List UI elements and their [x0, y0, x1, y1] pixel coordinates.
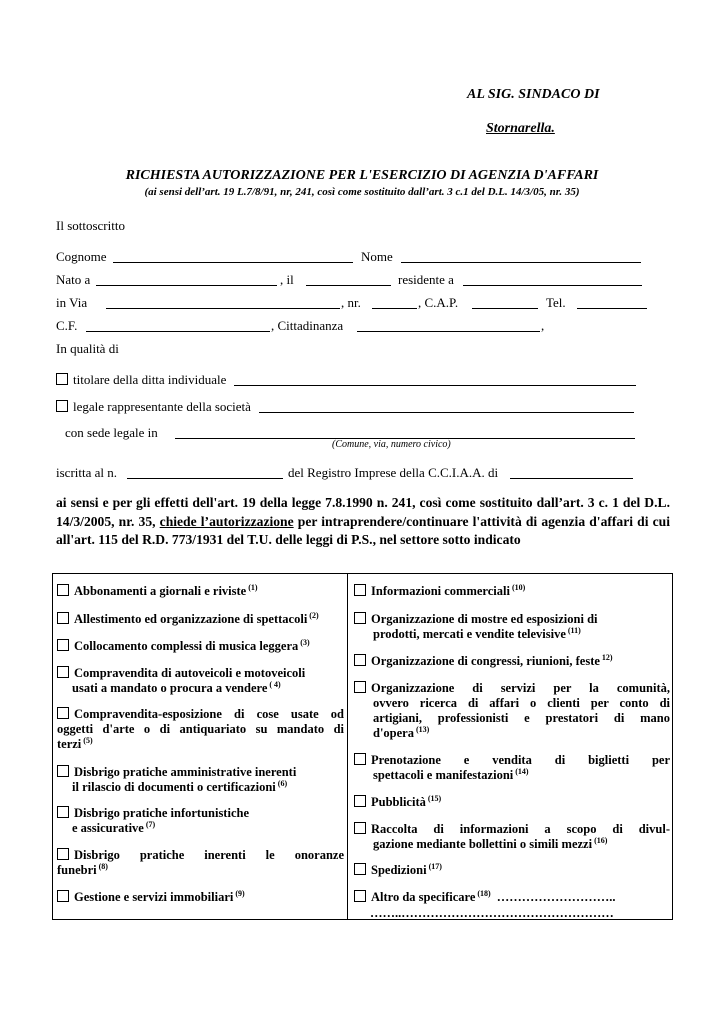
option-legale[interactable] — [56, 399, 251, 415]
sector-servizi-comunita-line4: d'opera $^{(13)}$ — [373, 725, 430, 740]
sector-biglietti-line2: spettacoli e manifestazioni $^{(14)}$ — [373, 767, 529, 782]
option-legale-label: legale rappresentante della società — [73, 399, 251, 414]
sector-spettacoli[interactable]: Allestimento ed organizzazione di spettacoli $^{(2)}$ — [57, 612, 319, 627]
document-subtitle: (ai sensi dell’art. 19 L.7/8/91, nr, 241, così come sostituito dall’art. 3 c.1 del D.L. 14/3/05, nr. 35) — [144, 186, 580, 198]
altro-specify-field[interactable]: ……..…………………………………………… — [370, 906, 614, 920]
option-titolare-label: titolare della ditta individuale — [73, 372, 227, 387]
tel-field[interactable] — [577, 308, 647, 309]
sector-raccolta-line2: gazione mediante bollettini o simili mezzi $^{(16)}$ — [373, 836, 608, 851]
via-field[interactable] — [106, 308, 340, 309]
sector-pratiche-amministrative[interactable]: Disbrigo pratiche amministrative inerenti il rilascio di documenti o certificazioni $^{(6)}$ — [57, 765, 296, 795]
iscritta-label: iscritta al n. — [56, 465, 118, 480]
sector-onoranze[interactable]: Disbrigo pratiche inerenti le onoranze — [57, 848, 344, 863]
altro-dots-line1: ……………………….. — [496, 890, 616, 904]
checkbox[interactable] — [56, 400, 68, 412]
nato-label: Nato a — [56, 272, 91, 287]
checkbox[interactable] — [354, 584, 366, 596]
checkbox[interactable] — [57, 707, 69, 719]
table-divider — [347, 573, 348, 920]
sector-spedizioni[interactable]: Spedizioni $^{(17)}$ — [354, 863, 442, 878]
option-titolare[interactable] — [56, 372, 226, 388]
comma-mark: , — [541, 318, 545, 333]
sector-servizi-comunita-line3: artigiani, professionisti e prestatori di mano — [373, 711, 670, 725]
sede-hint: (Comune, via, numero civico) — [332, 439, 451, 450]
checkbox[interactable] — [57, 666, 69, 678]
cittadinanza-label: , Cittadinanza — [271, 318, 344, 333]
checkbox[interactable] — [57, 612, 69, 624]
sottoscritto-label: Il sottoscritto — [56, 218, 125, 233]
cap-field[interactable] — [472, 308, 538, 309]
sector-cose-usate-line3: terzi $^{(5)}$ — [57, 736, 93, 751]
request-verb: chiede l’autorizzazione — [159, 513, 294, 529]
sector-infortunistiche[interactable]: Disbrigo pratiche infortunistiche e assicurative $^{(7)}$ — [57, 806, 249, 836]
cciaa-field[interactable] — [510, 478, 633, 479]
request-paragraph: ai sensi e per gli effetti dell'art. 19 della legge 7.8.1990 n. 241, così come sostituito dall’art. 3 c. 1 del D.L. 14/3/2005, nr. 35, chiede l’autorizzazione per intraprendere/continuare l'attività di agenzia d'affari di cui all'art. 115 del R.D. 773/1931 del T.U. delle leggi di P.S., nel settore sotto indicato — [56, 495, 670, 548]
checkbox[interactable] — [354, 795, 366, 807]
sector-raccolta-informazioni[interactable]: Raccolta di informazioni a scopo di divul- — [354, 822, 670, 837]
societa-field[interactable] — [259, 412, 634, 413]
checkbox[interactable] — [57, 848, 69, 860]
cognome-label: Cognome — [56, 249, 107, 264]
sector-mostre[interactable]: Organizzazione di mostre ed esposizioni di prodotti, mercati e vendite televisive $^{(11)}$ — [354, 612, 598, 642]
checkbox[interactable] — [354, 822, 366, 834]
nome-label: Nome — [361, 249, 393, 264]
sede-label: con sede legale in — [65, 425, 158, 440]
checkbox[interactable] — [354, 612, 366, 624]
residente-field[interactable] — [463, 285, 642, 286]
checkbox[interactable] — [56, 373, 68, 385]
cognome-field[interactable] — [113, 262, 353, 263]
sector-immobiliari[interactable]: Gestione e servizi immobiliari $^{(9)}$ — [57, 890, 245, 905]
checkbox[interactable] — [57, 765, 69, 777]
nome-field[interactable] — [401, 262, 641, 263]
checkbox[interactable] — [354, 863, 366, 875]
sector-pubblicita[interactable]: Pubblicità $^{(15)}$ — [354, 795, 441, 810]
residente-label: residente a — [398, 272, 454, 287]
sector-biglietti[interactable]: Prenotazione e vendita di biglietti per — [354, 753, 670, 768]
sector-onoranze-line2: funebri $^{(8)}$ — [57, 862, 108, 877]
registro-label: del Registro Imprese della C.C.I.A.A. di — [288, 465, 499, 480]
nr-label: , nr. — [341, 295, 361, 310]
nr-field[interactable] — [372, 308, 417, 309]
checkbox[interactable] — [354, 654, 366, 666]
tel-label: Tel. — [546, 295, 566, 310]
checkbox[interactable] — [57, 890, 69, 902]
cf-label: C.F. — [56, 318, 78, 333]
addressee-line1: AL SIG. SINDACO DI — [467, 87, 600, 102]
sector-cose-usate-line2: oggetti d'arte o di antiquariato su mandato di — [57, 722, 344, 736]
il-label: , il — [280, 272, 294, 287]
checkbox[interactable] — [57, 806, 69, 818]
checkbox[interactable] — [57, 639, 69, 651]
sector-servizi-comunita[interactable]: Organizzazione di servizi per la comunità, — [354, 681, 670, 696]
cittadinanza-field[interactable] — [357, 331, 540, 332]
sector-informazioni-commerciali[interactable]: Informazioni commerciali $^{(10)}$ — [354, 584, 525, 599]
sector-autoveicoli[interactable]: Compravendita di autoveicoli e motoveicoli usati a mandato o procura a vendere $^{( 4)}$ — [57, 666, 305, 696]
nato-field[interactable] — [96, 285, 277, 286]
sector-cose-usate[interactable]: Compravendita-esposizione di cose usate od — [57, 707, 344, 722]
sector-abbonamenti[interactable]: Abbonamenti a giornali e riviste $^{(1)}$ — [57, 584, 258, 599]
sector-musica[interactable]: Collocamento complessi di musica leggera $^{(3)}$ — [57, 639, 310, 654]
via-label: in Via — [56, 295, 88, 310]
iscrizione-n-field[interactable] — [127, 478, 283, 479]
document-title: RICHIESTA AUTORIZZAZIONE PER L'ESERCIZIO DI AGENZIA D'AFFARI — [125, 168, 599, 183]
sector-altro[interactable]: Altro da specificare $^{(18)}$ ……………………….. — [354, 890, 615, 905]
checkbox[interactable] — [354, 753, 366, 765]
checkbox[interactable] — [354, 890, 366, 902]
ditta-field[interactable] — [234, 385, 636, 386]
addressee-city: Stornarella. — [486, 121, 555, 136]
checkbox[interactable] — [57, 584, 69, 596]
sector-congressi[interactable]: Organizzazione di congressi, riunioni, feste $^{12)}$ — [354, 654, 613, 669]
cap-label: , C.A.P. — [418, 295, 459, 310]
checkbox[interactable] — [354, 681, 366, 693]
qualita-label: In qualità di — [56, 341, 119, 356]
cf-field[interactable] — [86, 331, 270, 332]
sector-servizi-comunita-line2: ovvero ricerca di affari o clienti per conto di — [373, 696, 670, 710]
data-nascita-field[interactable] — [306, 285, 391, 286]
